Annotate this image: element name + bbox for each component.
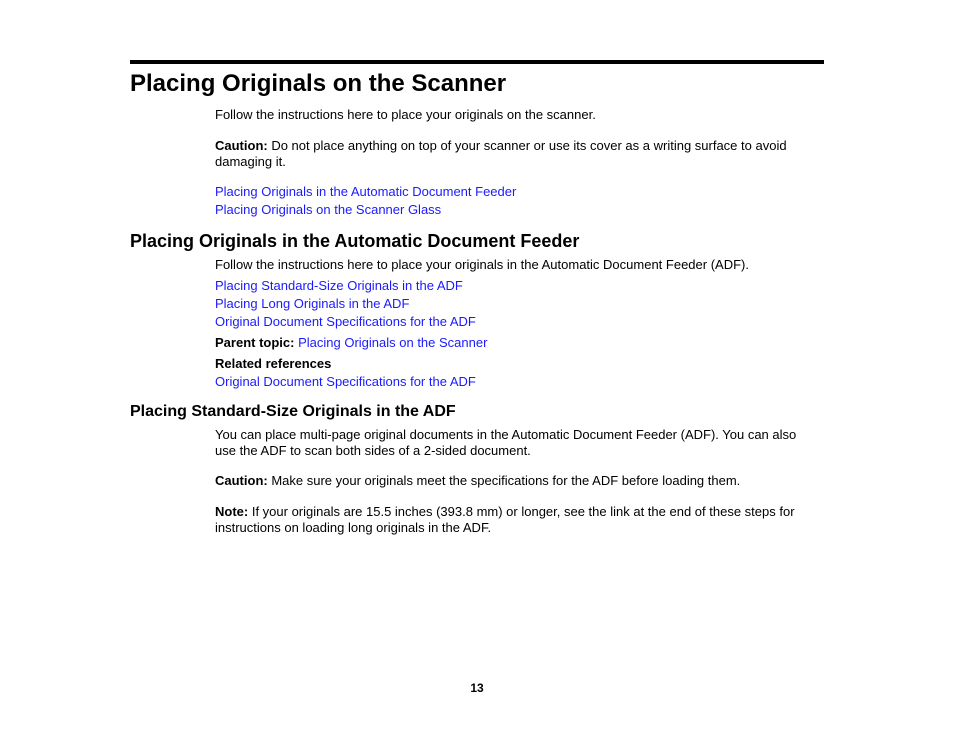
caution-label: Caution: bbox=[215, 473, 268, 488]
related-references-label: Related references bbox=[215, 356, 332, 371]
section-heading-standard: Placing Standard-Size Originals in the ADF bbox=[130, 403, 456, 420]
caution-paragraph bbox=[215, 138, 805, 169]
standard-note bbox=[215, 504, 815, 535]
page-title: Placing Originals on the Scanner bbox=[130, 70, 507, 97]
link-adf-specs[interactable]: Original Document Specifications for the ADF bbox=[215, 314, 476, 329]
adf-intro: Follow the instructions here to place your originals in the Automatic Document Feeder (ADF). bbox=[215, 257, 749, 272]
standard-intro: You can place multi-page original documents in the Automatic Document Feeder (ADF). You can also use the ADF to scan both sides of a 2-sided document. bbox=[215, 427, 797, 458]
caution-text: Make sure your originals meet the specifications for the ADF before loading them. bbox=[267, 473, 741, 488]
top-rule bbox=[130, 60, 824, 64]
section-heading-adf: Placing Originals in the Automatic Document Feeder bbox=[130, 231, 580, 251]
link-parent-topic[interactable]: Placing Originals on the Scanner bbox=[298, 335, 488, 350]
link-item bbox=[215, 202, 441, 218]
link-item bbox=[215, 184, 516, 200]
link-item bbox=[215, 296, 409, 312]
parent-topic-label: Parent topic: bbox=[215, 335, 295, 350]
link-item bbox=[215, 314, 476, 330]
note-label: Note: bbox=[215, 504, 249, 519]
parent-topic bbox=[215, 335, 487, 351]
link-item bbox=[215, 374, 476, 390]
link-related-adf-specs[interactable]: Original Document Specifications for the ADF bbox=[215, 374, 476, 389]
intro-paragraph: Follow the instructions here to place your originals on the scanner. bbox=[215, 107, 596, 122]
link-item bbox=[215, 278, 463, 294]
link-standard-size[interactable]: Placing Standard-Size Originals in the ADF bbox=[215, 278, 463, 293]
caution-text: Do not place anything on top of your scanner or use its cover as a writing surface to avoid damaging it. bbox=[215, 138, 787, 169]
note-text: If your originals are 15.5 inches (393.8 mm) or longer, see the link at the end of these steps for instructions on loading long originals in the ADF. bbox=[215, 504, 795, 535]
standard-caution bbox=[215, 473, 815, 489]
page-number: 13 bbox=[470, 681, 484, 695]
link-scanner-glass[interactable]: Placing Originals on the Scanner Glass bbox=[215, 202, 442, 217]
link-long-originals[interactable]: Placing Long Originals in the ADF bbox=[215, 296, 410, 311]
caution-label: Caution: bbox=[215, 138, 268, 153]
link-adf[interactable]: Placing Originals in the Automatic Document Feeder bbox=[215, 184, 517, 199]
